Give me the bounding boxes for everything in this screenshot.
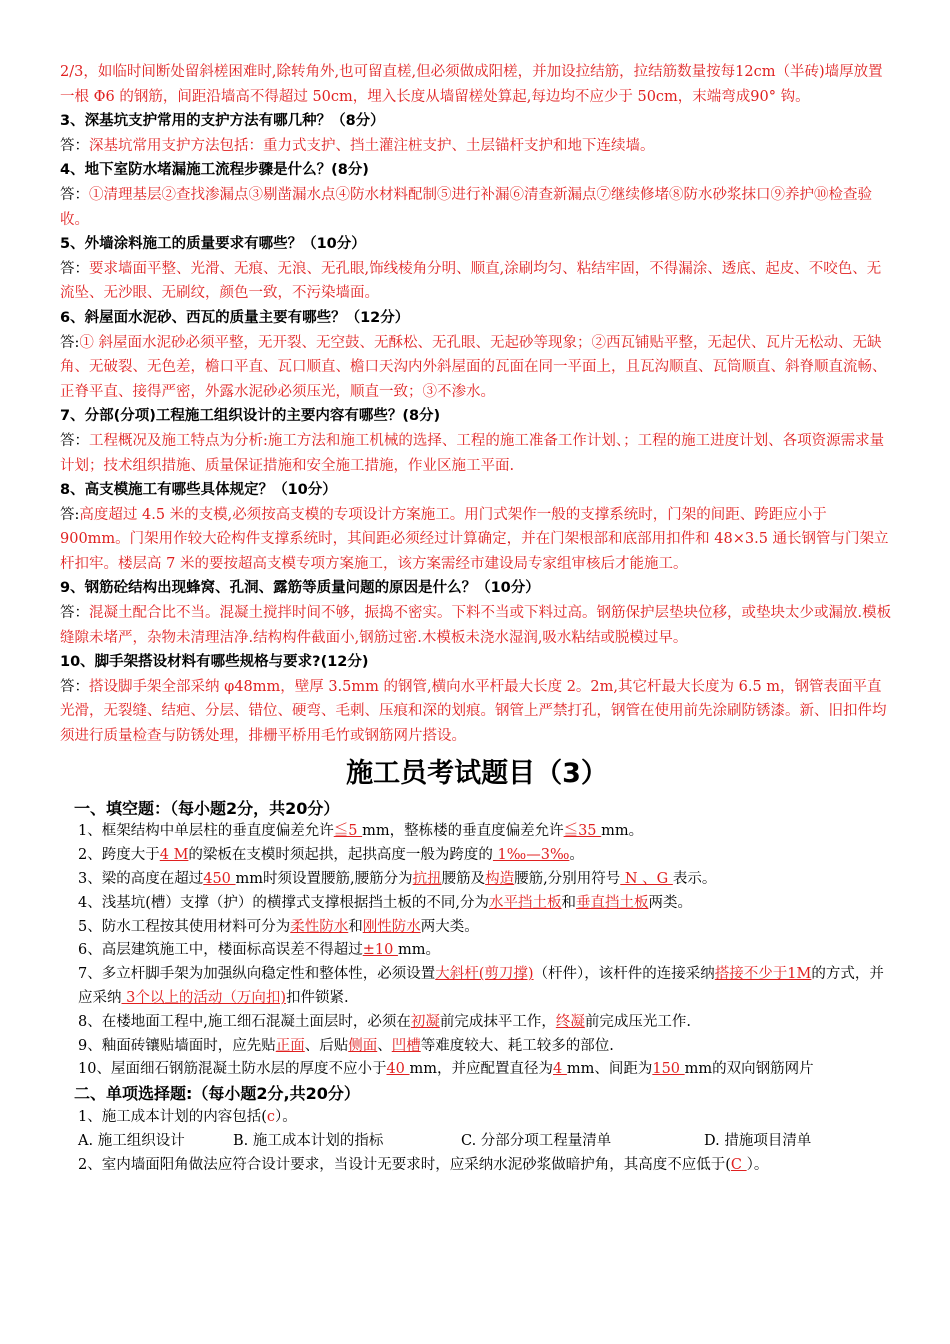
fill-answer: 初凝 — [410, 1013, 440, 1030]
fill-text: 、后贴 — [304, 1037, 349, 1054]
answer-prefix: 答： — [60, 678, 89, 695]
fill-text: 1、框架结构中单层柱的垂直度偏差允许 — [78, 823, 334, 840]
fill-text: 、 — [377, 1037, 392, 1054]
fill-text: （杆件），该杆件的连接采纳 — [533, 966, 715, 983]
option-b: B. 施工成本计划的指标 — [233, 1132, 384, 1149]
fill-text: 表示。 — [672, 871, 717, 888]
fill-answer: 1‰—3‰ — [492, 847, 570, 864]
fill-answer: 3个以上的活动（万向扣) — [121, 990, 286, 1006]
fill-text: 7、多立杆脚手架为加强纵向稳定性和整体性，必须设置 — [78, 966, 436, 983]
fill-answer: 大斜杆(剪刀撑) — [435, 966, 534, 983]
fill-answer: 40 — [386, 1061, 410, 1078]
fill-text: 腰筋及 — [441, 871, 486, 888]
answer-prefix: 答： — [60, 137, 89, 154]
qa-list — [60, 109, 894, 748]
answer-text: 高度超过 4.5 米的支模,必须按高支模的专项设计方案施工。用门式架作一般的支撑系统时，门架的间距、跨距应小于 900mm。门架用作较大砼构件支撑系统时，其间距必须经过计算确定，并在门架根部和底部用扣件和 48×3.5 通长钢管与门架立杆扣牢。楼层高 7 米的要按超高支模专项方案施工，该方案需经市建设局专家组审核后才能施工。 — [60, 506, 889, 572]
question: 5、外墙涂料施工的质量要求有哪些？（10分） — [60, 236, 366, 253]
answer-text: 要求墙面平整、光滑、无痕、无浪、无孔眼,饰线棱角分明、顺直,涂刷均匀、粘结牢固，不得漏涂、透底、起皮、不咬色、无流坠、无沙眼、无刷纹，颜色一致，不污染墙面。 — [60, 260, 882, 302]
fill-answer: 水平挡土板 — [489, 894, 562, 911]
question: 9、钢筋砼结构出现蜂窝、孔洞、露筋等质量问题的原因是什么？（10分） — [60, 580, 540, 597]
continued-answer: 2/3，如临时间断处留斜槎困难时,除转角外,也可留直槎,但必须做成阳槎，并加设拉结筋，拉结筋数量按每12cm（半砖)墙厚放置一根 Φ6 的钢筋，间距沿墙高不得超过 50cm，埋入长度从墙留槎处算起,每边均不应少于 50cm，末端弯成90° 钩。 — [60, 64, 883, 105]
fill-item — [78, 916, 894, 940]
answer — [60, 331, 894, 405]
fill-item — [78, 963, 894, 1011]
fill-answer: 凹槽 — [391, 1037, 421, 1054]
answer — [60, 257, 894, 306]
option-d: D. 措施项目清单 — [704, 1132, 812, 1149]
option-a: A. 施工组织设计 — [78, 1132, 185, 1149]
fill-answer: 4 M — [159, 847, 189, 864]
fill-text: mm。 — [397, 942, 440, 959]
section-fill-heading: 一、填空题：（每小题2分，共20分） — [74, 798, 340, 818]
fill-text: mm时须设置腰筋,腰筋分为 — [235, 871, 413, 888]
fill-answer: 4 — [553, 1061, 567, 1078]
answer-text: 搭设脚手架全部采纳 φ48mm，壁厚 3.5mm 的钢管,横向水平杆最大长度 2。2m,其它杆最大长度为 6.5 m，钢管表面平直光滑，无裂缝、结疤、分层、错位、硬弯、毛刺、压痕和深的划痕。钢管上严禁打孔，钢管在使用前先涂刷防锈漆。新、旧扣件均须进行质量检查与防锈处理，排栅平桥用毛竹或钢筋网片搭设。 — [60, 678, 887, 745]
fill-answer: ≦35 — [563, 823, 602, 840]
fill-item — [78, 892, 894, 916]
fill-item — [78, 939, 894, 963]
answer-prefix: 答： — [60, 186, 89, 203]
option-c: C. 分部分项工程量清单 — [461, 1132, 612, 1149]
choice-question-2: 2、室内墙面阳角做法应符合设计要求，当设计无要求时，应采纳水泥砂浆做暗护角，其高度不应低于(C ）。 — [78, 1156, 769, 1173]
fill-text: mm，并应配置直径为 — [409, 1061, 554, 1078]
fill-answer: 450 — [203, 871, 236, 888]
fill-text: mm，整栋楼的垂直度偏差允许 — [362, 823, 564, 840]
fill-text: 和 — [348, 918, 363, 935]
fill-text: mm。 — [601, 823, 644, 840]
exam-title: 施工员考试题目（3） — [346, 757, 608, 789]
fill-text: 等难度较大、耗工较多的部位. — [420, 1037, 614, 1054]
fill-text: 9、釉面砖镶贴墙面时，应先贴 — [78, 1037, 276, 1054]
fill-text: 8、在楼地面工程中,施工细石混凝土面层时，必须在 — [78, 1013, 411, 1030]
fill-text: 腰筋,分别用符号 — [514, 871, 621, 888]
answer — [60, 503, 894, 577]
fill-answer: 终凝 — [555, 1013, 585, 1030]
fill-item — [78, 1011, 894, 1035]
fill-text: 5、防水工程按其使用材料可分为 — [78, 918, 291, 935]
answer-text: ①清理基层②查找渗漏点③剔凿漏水点④防水材料配制⑤进行补漏⑥清查新漏点⑦继续修堵⑧防水砂浆抹口⑨养护⑩检查验收。 — [60, 186, 872, 228]
answer-prefix: 答： — [60, 260, 89, 277]
fill-text: mm、间距为 — [566, 1061, 653, 1078]
fill-text: 前完成压光工作. — [584, 1013, 691, 1030]
fill-item — [78, 1058, 894, 1082]
fill-text: 和 — [561, 894, 576, 911]
fill-text: 10、屋面细石钢筋混凝土防水层的厚度不应小于 — [78, 1061, 387, 1078]
fill-text: 6、高层建筑施工中，楼面标高误差不得超过 — [78, 942, 363, 959]
fill-answer: 侧面 — [348, 1037, 378, 1054]
fill-text: 的梁板在支模时须起拱，起拱高度一般为跨度的 — [188, 847, 493, 864]
question: 8、高支模施工有哪些具体规定？（10分） — [60, 482, 337, 499]
choice-answer-2: C — [730, 1156, 747, 1173]
fill-answer: ±10 — [362, 942, 398, 959]
choice-question-1: 1、施工成本计划的内容包括(c）。 — [78, 1108, 297, 1125]
answer-text: 深基坑常用支护方法包括：重力式支护、挡土灌注桩支护、土层锚杆支护和地下连续墙。 — [89, 137, 655, 154]
fill-text: 。 — [569, 847, 584, 864]
fill-answer: 正面 — [275, 1037, 305, 1054]
qa-item — [60, 158, 894, 232]
fill-text: 的方式，并应采纳 — [78, 966, 884, 1006]
answer-text: 工程概况及施工特点为分析:施工方法和施工机械的选择、工程的施工准备工作计划、；工程的施工进度计划、各项资源需求量计划；技术组织措施、质量保证措施和安全施工措施，作业区施工平面. — [60, 432, 885, 474]
fill-list — [60, 820, 894, 1082]
qa-item — [60, 232, 894, 306]
qa-item — [60, 306, 894, 404]
fill-answer: 150 — [652, 1061, 685, 1078]
choice-answer-1: c — [266, 1108, 276, 1125]
qa-item — [60, 576, 894, 650]
qa-item — [60, 478, 894, 576]
qa-item — [60, 650, 894, 748]
fill-answer: 搭接不少于1M — [714, 966, 812, 983]
fill-item — [78, 1035, 894, 1059]
answer-text: ① 斜屋面水泥砂必须平整，无开裂、无空鼓、无酥松、无孔眼、无起砂等现象；②西瓦铺贴平整，无起伏、瓦片无松动、无缺角、无破裂、无色差，檐口平直、瓦口顺直、檐口天沟内外斜屋面的瓦面在同一平面上，且瓦沟顺直、瓦筒顺直、斜脊顺直流畅、正脊平直、接得严密，外露水泥砂必须压光，顺直一致；③不渗水。 — [60, 334, 887, 400]
question: 6、斜屋面水泥砂、西瓦的质量主要有哪些？（12分） — [60, 309, 410, 326]
question: 4、地下室防水堵漏施工流程步骤是什么？(8分) — [60, 162, 369, 179]
question: 7、分部(分项)工程施工组织设计的主要内容有哪些？(8分) — [60, 408, 441, 425]
answer-text: 混凝土配合比不当。混凝土搅拌时间不够，振捣不密实。下料不当或下料过高。钢筋保护层垫块位移，或垫块太少或漏放.模板缝隙未堵严，杂物未清理洁净.结构构件截面小,钢筋过密.木模板未浇水湿润,吸水粘结或脱模过早。 — [60, 605, 892, 646]
fill-text: mm的双向钢筋网片 — [684, 1061, 814, 1078]
fill-text: 扣件锁紧. — [286, 990, 349, 1006]
answer-prefix: 答: — [60, 334, 80, 351]
fill-text: 两大类。 — [420, 918, 479, 935]
question: 10、脚手架搭设材料有哪些规格与要求?(12分) — [60, 654, 369, 671]
question: 3、深基坑支护常用的支护方法有哪几种？（8分） — [60, 113, 385, 130]
fill-answer: N 、G — [620, 871, 673, 888]
fill-answer: 抗扭 — [412, 871, 442, 888]
fill-item — [78, 868, 894, 892]
choice-options-1 — [78, 1130, 894, 1154]
answer-prefix: 答： — [60, 605, 89, 622]
fill-answer: 刚性防水 — [362, 918, 421, 935]
fill-answer: ≦5 — [333, 823, 363, 840]
answer — [60, 134, 894, 159]
qa-item — [60, 109, 894, 158]
fill-text: 4、浅基坑(槽）支撑（护）的横撑式支撑根据挡土板的不同,分为 — [78, 894, 489, 911]
section-choice-heading: 二、单项选择题:（每小题2分,共20分） — [74, 1084, 360, 1104]
answer-prefix: 答： — [60, 432, 89, 449]
fill-item — [78, 844, 894, 868]
answer — [60, 429, 894, 478]
fill-answer: 构造 — [485, 871, 515, 888]
qa-item — [60, 404, 894, 478]
fill-text: 3、梁的高度在超过 — [78, 871, 204, 888]
fill-answer: 垂直挡土板 — [576, 894, 649, 911]
answer — [60, 601, 894, 650]
fill-text: 2、跨度大于 — [78, 847, 160, 864]
answer-prefix: 答: — [60, 506, 80, 523]
answer — [60, 183, 894, 232]
fill-text: 前完成抹平工作， — [439, 1013, 556, 1030]
fill-item — [78, 820, 894, 844]
fill-text: 两类。 — [648, 894, 692, 911]
fill-answer: 柔性防水 — [290, 918, 349, 935]
answer — [60, 675, 894, 749]
